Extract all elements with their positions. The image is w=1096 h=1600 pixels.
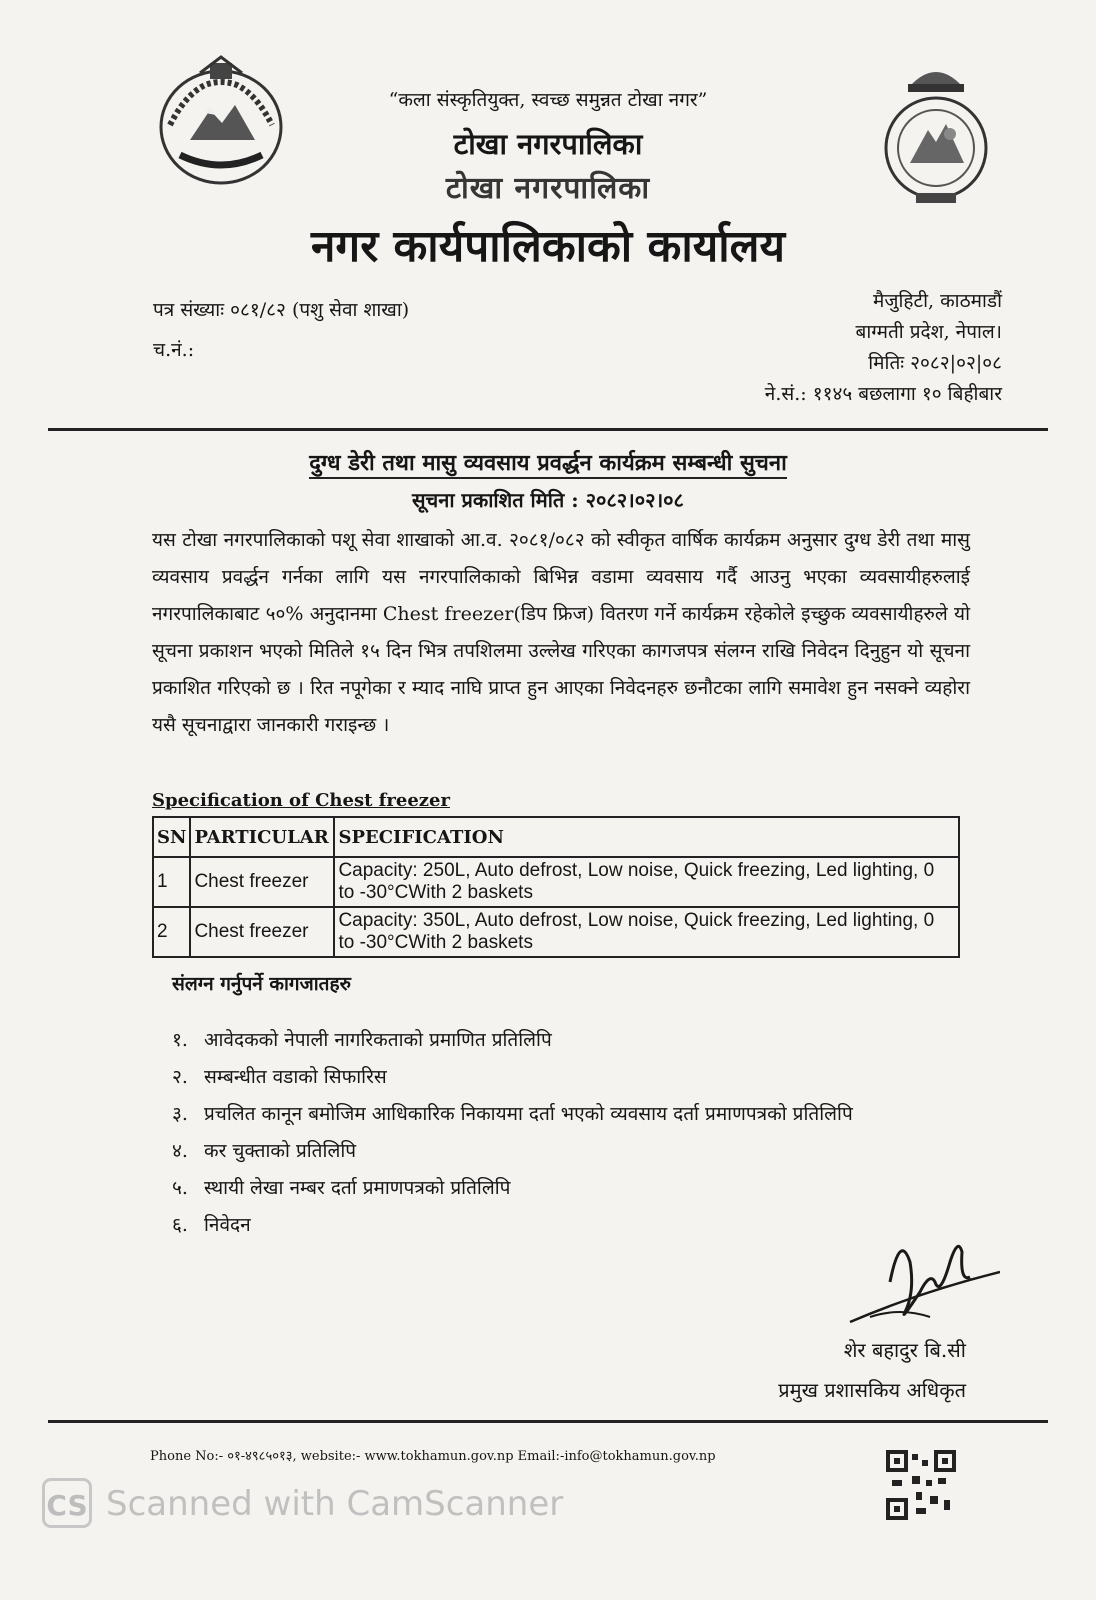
nepal-sambat-date: ने.सं.: ११४५ बछलागा १० बिहीबार bbox=[764, 383, 1002, 405]
list-item: ४. कर चुक्ताको प्रतिलिपि bbox=[172, 1140, 357, 1162]
spec-table bbox=[152, 816, 960, 958]
cell-particular: Chest freezer bbox=[190, 857, 334, 907]
cell-particular: Chest freezer bbox=[190, 907, 334, 957]
list-item: ५. स्थायी लेखा नम्बर दर्ता प्रमाणपत्रको प्रतिलिपि bbox=[172, 1177, 511, 1199]
municipality-stamp-text: टोखा नगरपालिका bbox=[445, 171, 651, 206]
footer-divider bbox=[48, 1420, 1048, 1423]
signatory-title: प्रमुख प्रशासकिय अधिकृत bbox=[778, 1378, 966, 1402]
spec-table-header bbox=[153, 817, 959, 857]
cell-sn: 2 bbox=[153, 907, 190, 957]
required-documents-list bbox=[172, 1022, 972, 1244]
notice-body: यस टोखा नगरपालिकाको पशू सेवा शाखाको आ.व. २०८१/०८२ को स्वीकृत वार्षिक कार्यक्रम अनुसार दुग्ध डेरी तथा मासु व्यवसाय प्रवर्द्धन गर्नका लागि यस नगरपालिकाको बिभिन्न वडामा व्यवसाय गर्दै आउनु भएका व्यवसायीहरुलाई नगरपालिकाबाट ५०% अनुदानमा Chest freezer(डिप फ्रिज) वितरण गर्ने कार्यक्रम रहेकोले इच्छुक व्यवसायीहरुले यो सूचना प्रकाशन भएको मितिले १५ दिन भित्र तपशिलमा उल्लेख गरिएका कागजपत्र संलग्न राखि निवेदन दिनुहुन यो सूचना प्रकाशित गरिएको छ । रित नपूगेका र म्याद नाघि प्राप्त हुन आएका निवेदनहरु छनौटका लागि समावेश हुन नसक्ने व्यहोरा यसै सूचनाद्वारा जानकारी गराइन्छ । bbox=[152, 529, 970, 736]
address-line-1: मैजुहिटी, काठमाडौं bbox=[873, 290, 1002, 312]
list-item: ३. प्रचलित कानून बमोजिम आधिकारिक निकायमा दर्ता भएको व्यवसाय दर्ता प्रमाणपत्रको प्रतिलिपि bbox=[172, 1103, 853, 1125]
notice-title: दुग्ध डेरी तथा मासु व्यवसाय प्रवर्द्धन कार्यक्रम सम्बन्धी सुचना bbox=[0, 447, 1096, 477]
footer-contact: Phone No:- ०१-४९८५०१३, website:- www.tokhamun.gov.np Email:-info@tokhamun.gov.np bbox=[150, 1449, 716, 1464]
table-row bbox=[153, 857, 959, 907]
qr-code-icon bbox=[886, 1450, 956, 1520]
office-address bbox=[765, 286, 1002, 410]
column-header-sn: SN bbox=[153, 817, 190, 857]
municipality-name: टोखा नगरपालिका bbox=[453, 127, 643, 161]
list-item: २. सम्बन्धीत वडाको सिफारिस bbox=[172, 1066, 387, 1088]
camscanner-watermark: Scanned with CamScanner bbox=[106, 1484, 564, 1524]
letter-number: पत्र संख्याः ०८१/८२ (पशु सेवा शाखा) bbox=[153, 299, 410, 321]
cell-specification: Capacity: 250L, Auto defrost, Low noise, Quick freezing, Led lighting, 0 to -30°CWith 2 baskets bbox=[334, 857, 959, 907]
required-documents-title: संलग्न गर्नुपर्ने कागजातहरु bbox=[172, 973, 351, 995]
camscanner-logo-icon: CS bbox=[42, 1478, 92, 1528]
signature-icon bbox=[830, 1222, 1000, 1332]
signatory-name: शेर बहादुर बि.सी bbox=[843, 1338, 966, 1362]
cell-specification: Capacity: 350L, Auto defrost, Low noise, Quick freezing, Led lighting, 0 to -30°CWith 2 baskets bbox=[334, 907, 959, 957]
list-item: १. आवेदकको नेपाली नागरिकताको प्रमाणित प्रतिलिपि bbox=[172, 1029, 552, 1051]
cell-sn: 1 bbox=[153, 857, 190, 907]
letter-date: मितिः २०८२|०२|०८ bbox=[868, 352, 1002, 374]
table-row bbox=[153, 907, 959, 957]
notice-published-date: सूचना प्रकाशित मिति : २०८२।०२।०८ bbox=[412, 488, 684, 512]
address-line-2: बाग्मती प्रदेश, नेपाल। bbox=[855, 321, 1002, 343]
dispatch-number: च.नं.: bbox=[153, 339, 195, 361]
list-item: ६. निवेदन bbox=[172, 1214, 251, 1236]
column-header-specification: SPECIFICATION bbox=[334, 817, 959, 857]
municipality-slogan: “कला संस्कृतियुक्त, स्वच्छ समुन्नत टोखा नगर” bbox=[388, 89, 708, 111]
header-divider bbox=[48, 428, 1048, 431]
spec-table-title: Specification of Chest freezer bbox=[152, 790, 450, 811]
office-name: नगर कार्यपालिकाको कार्यालय bbox=[311, 221, 785, 272]
column-header-particular: PARTICULAR bbox=[190, 817, 334, 857]
